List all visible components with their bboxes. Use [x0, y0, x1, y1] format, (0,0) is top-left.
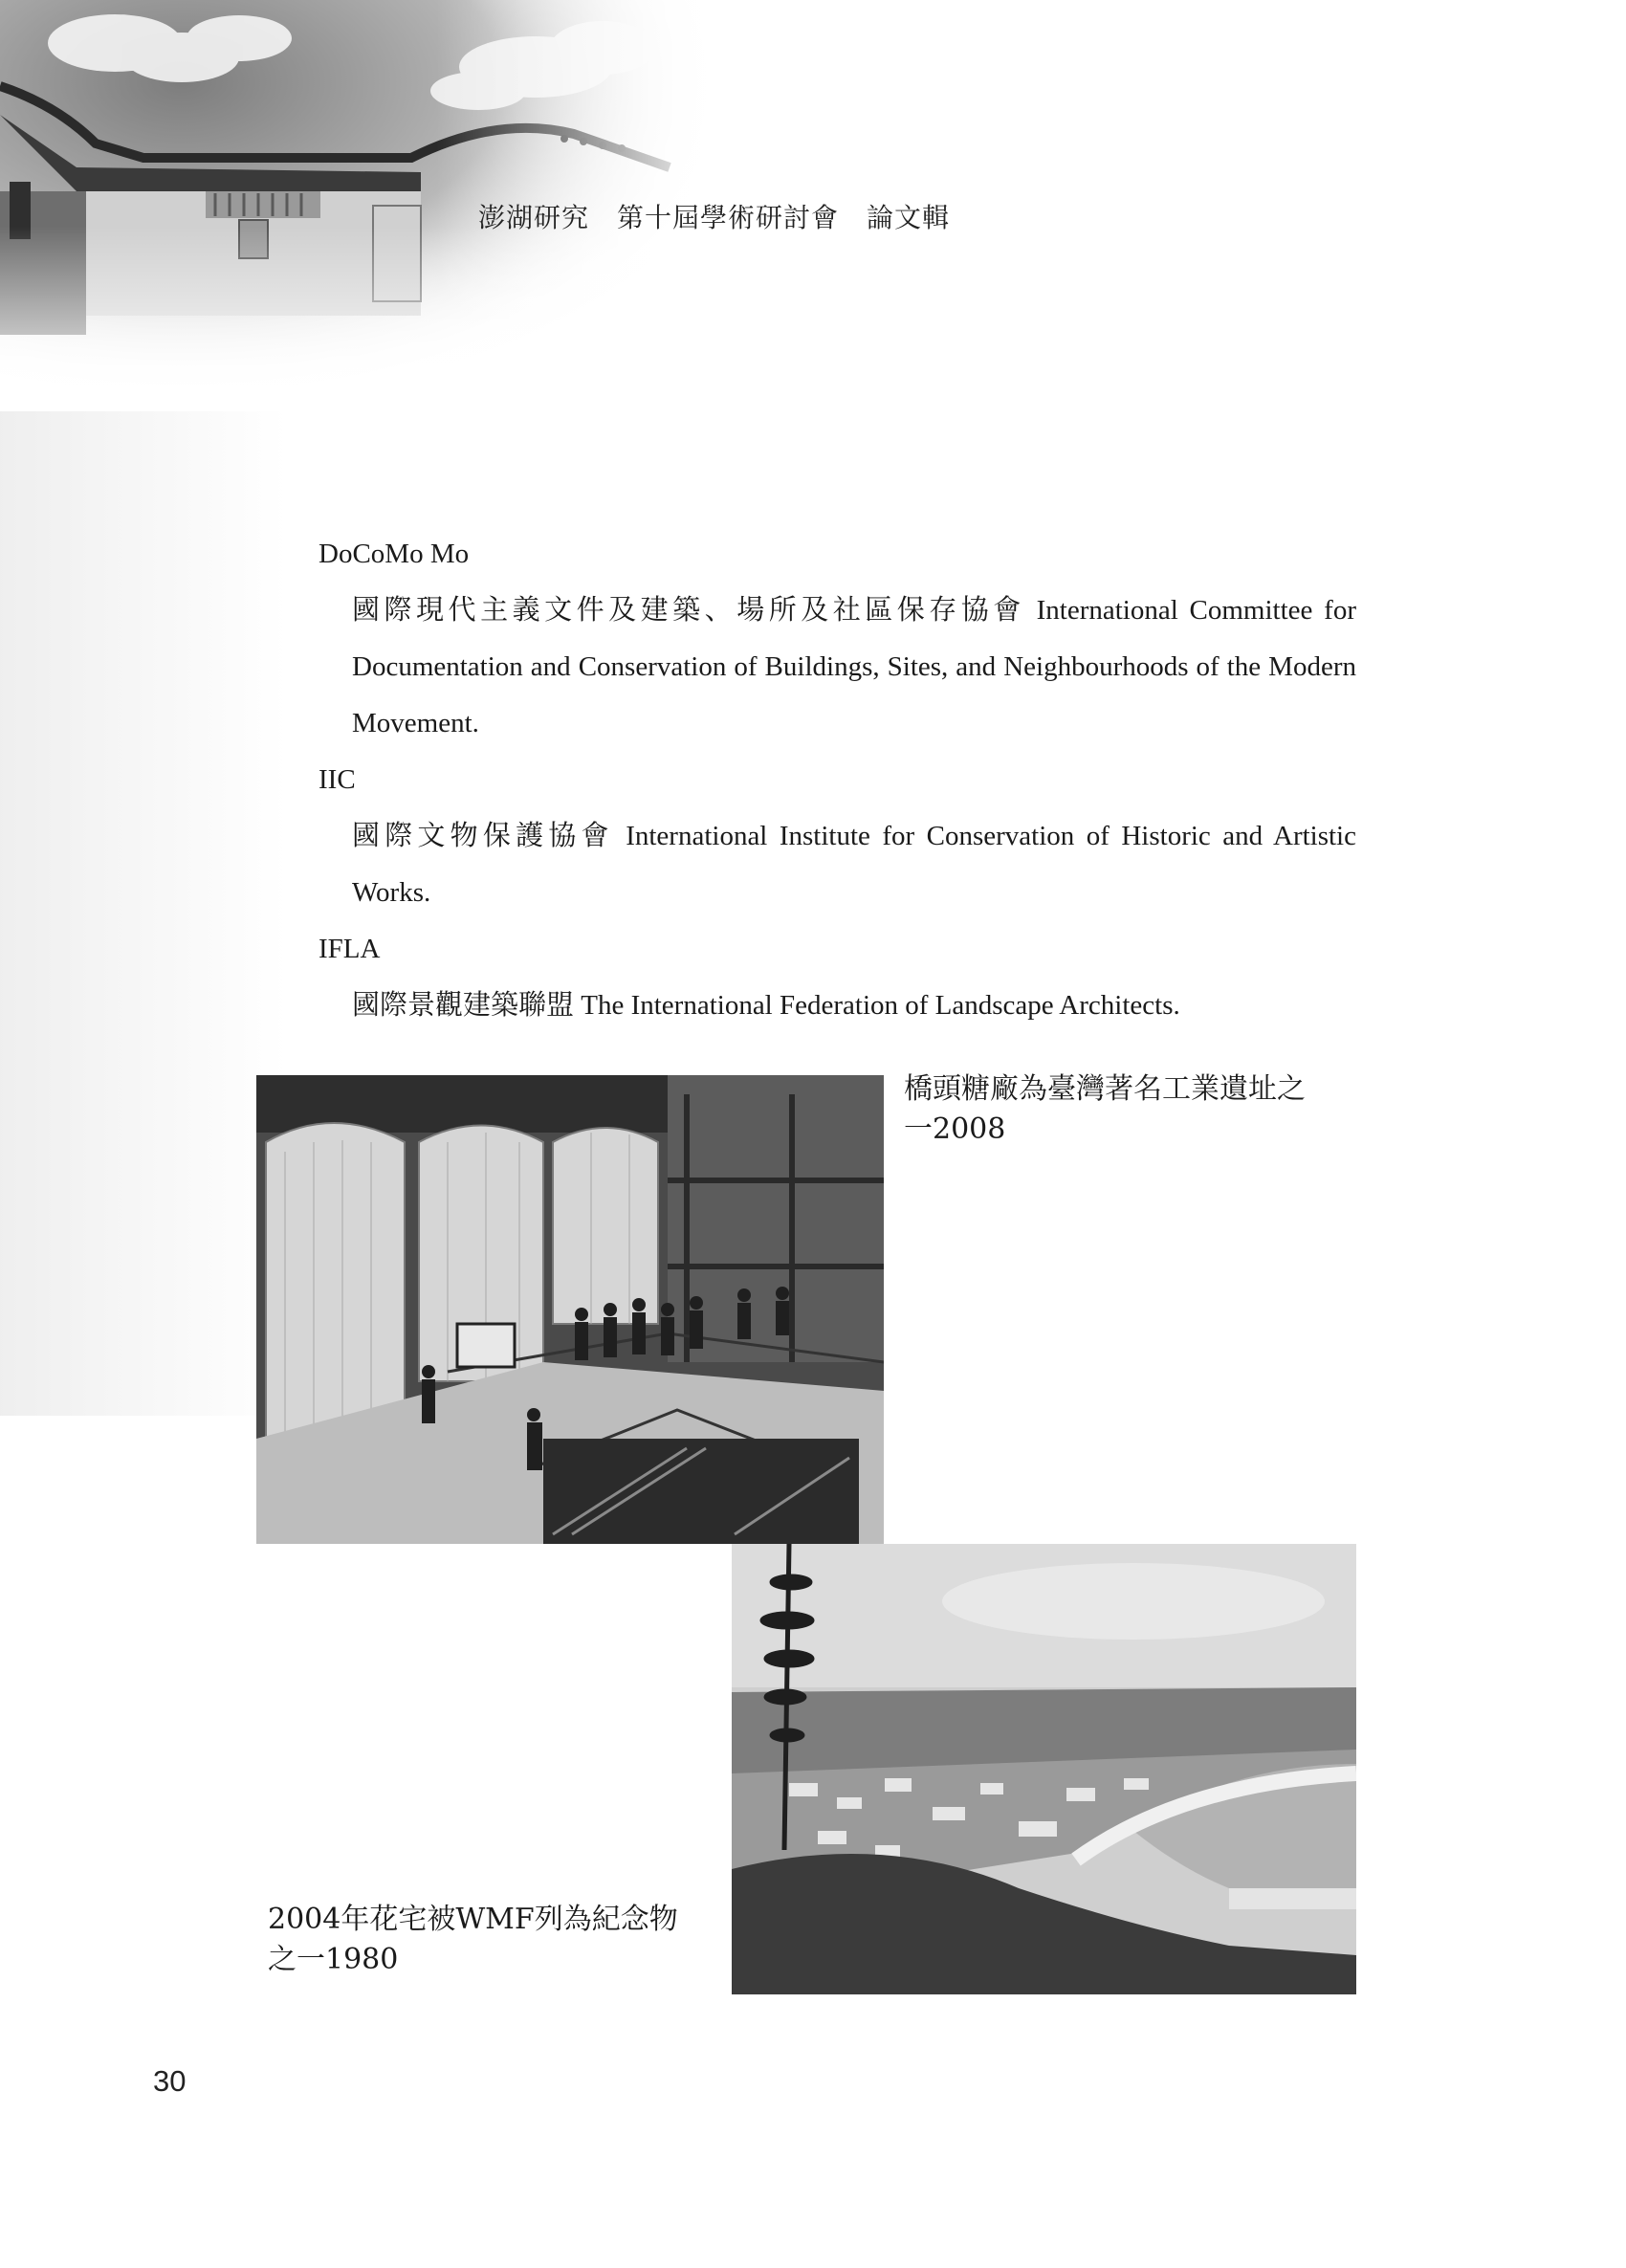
glossary-definition: 國際文物保護協會 International Institute for Conservation of Historic and Artistic Works. — [352, 821, 1356, 908]
page-number: 30 — [153, 2064, 187, 2098]
glossary-definition: 國際現代主義文件及建築、場所及社區保存協會 International Committee for Documentation and Conservation of Buildings, Sites, and Neighbourhoods of the Modern Movement. — [352, 595, 1356, 738]
glossary-term: IFLA — [319, 934, 381, 964]
glossary — [319, 526, 1356, 1034]
figure-caption-factory — [904, 1069, 1363, 1150]
village-photo — [732, 1544, 1356, 1994]
caption-line: 橋頭糖廠為臺灣著名工業遺址之 — [904, 1072, 1306, 1106]
caption-line: 一2008 — [904, 1112, 1006, 1146]
glossary-entry — [319, 526, 1356, 752]
glossary-term: DoCoMo Mo — [319, 539, 470, 569]
margin-watermark — [0, 411, 287, 1416]
caption-line: 之一1980 — [268, 1943, 399, 1976]
glossary-entry — [319, 921, 1356, 1034]
caption-line: 2004年花宅被WMF列為紀念物 — [268, 1903, 678, 1936]
figure-caption-village — [268, 1900, 717, 1980]
running-head: 澎湖研究 第十屆學術研討會 論文輯 — [478, 204, 951, 233]
glossary-entry — [319, 752, 1356, 921]
glossary-definition: 國際景觀建築聯盟 The International Federation of Landscape Architects. — [352, 990, 1180, 1021]
sugar-factory-photo — [256, 1075, 884, 1544]
glossary-term: IIC — [319, 764, 356, 795]
